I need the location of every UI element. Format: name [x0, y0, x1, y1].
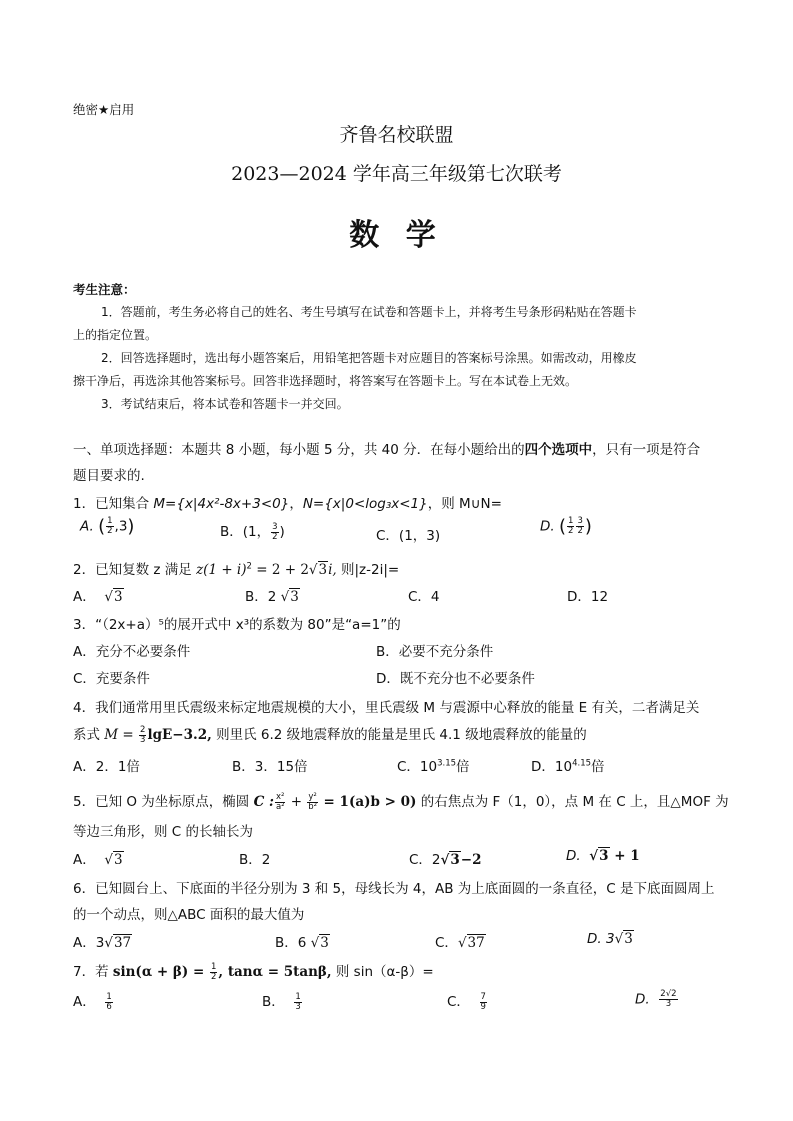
- q2-eq-sup: 2: [246, 561, 252, 572]
- q4-stem: 4．我们通常用里氏震级来标定地震规模的大小，里氏震级 M 与震源中心释放的能量 E 有关，二者满足关: [73, 700, 700, 716]
- q3-option-a: A．充分不必要条件: [73, 644, 191, 660]
- q4-stem-b2: 则里氏 6.2 级地震释放的能量是里氏 4.1 级地震释放的能量的: [211, 727, 587, 743]
- q6-a-label: A．3: [73, 935, 105, 951]
- subject-title: 数 学: [349, 218, 444, 253]
- q4-formula-b: lgE−3.2,: [147, 727, 212, 743]
- q6-d-label: D. 3: [587, 931, 615, 947]
- q4-option-c: [397, 755, 470, 775]
- q5-a-label: A．: [73, 852, 96, 868]
- q6-stem: 6．已知圆台上、下底面的半径分别为 3 和 5，母线长为 4，AB 为上底面圆的一条直径，C 是下底面圆周上: [73, 881, 715, 897]
- q3-stem: 3．“（2x+a）⁵的展开式中 x³的系数为 80”是“a=1”的: [73, 617, 401, 633]
- q7-b-den: 3: [295, 1001, 301, 1012]
- q5-option-d: D. √3 + 1: [566, 848, 640, 864]
- q4-option-b: B．3．15倍: [232, 759, 308, 775]
- q4-d-b: 倍: [591, 759, 605, 775]
- confidential-mark: 绝密★启用: [73, 102, 135, 117]
- q4-d-sup: 4.15: [572, 758, 592, 769]
- q5-c-label: C．2: [409, 852, 441, 868]
- q1-option-b: [220, 520, 285, 542]
- notice-item-1-cont: 上的指定位置。: [73, 328, 158, 342]
- q7-option-a: [73, 990, 114, 1012]
- q1-stem-a: 1．已知集合: [73, 496, 154, 512]
- notice-item-1: 1．答题前，考生务必将自己的姓名、考生号填写在试卷和答题卡上，并将考生号条形码粘贴在答题卡: [101, 305, 637, 319]
- q6-option-a: A．3√37: [73, 935, 132, 951]
- q2-option-c: C．4: [408, 589, 440, 605]
- section-heading-cont: 题目要求的.: [73, 468, 145, 484]
- notice-item-2: 2．回答选择题时，选出每小题答案后，用铅笔把答题卡对应题目的答案标号涂黑。如需改动，用橡皮: [101, 351, 637, 365]
- q7-a-num: 1: [106, 991, 112, 1002]
- q1-option-d: D. ( $\frac{1}{2}$ $\frac{3}{2}$ ): [540, 516, 592, 537]
- q7-tan: , tanα = 5tanβ,: [218, 964, 332, 980]
- q4-option-d: [531, 755, 605, 775]
- q5-d-root: 3: [599, 848, 609, 864]
- q2-stem-a: 2．已知复数 z 满足: [73, 562, 197, 578]
- q2-option-a: A． √3: [73, 589, 123, 605]
- q2-eq-root: 3: [318, 562, 328, 578]
- q6-option-c: C．√37: [435, 935, 485, 951]
- q6-b-root: 3: [320, 935, 329, 951]
- q2-b-root: 3: [290, 589, 299, 605]
- q5-option-c: C．2√3−2: [409, 852, 482, 868]
- section-heading-a: 一、单项选择题：本题共 8 小题，每小题 5 分，共 40 分．在每小题给出的: [73, 442, 525, 458]
- q4-stem-b1: 系式: [73, 727, 105, 743]
- q5-y-den: b²: [308, 801, 318, 812]
- q7-option-d: D. $\frac{2√2}{3}$: [635, 989, 677, 1009]
- q1-option-c: C．(1，3): [376, 528, 441, 544]
- q6-c-label: C．: [435, 935, 458, 951]
- q1-sep: ，: [289, 496, 303, 512]
- q5-d-tail: + 1: [609, 848, 640, 864]
- q1-b-num: 3: [272, 521, 278, 532]
- q4-option-a: A．2．1倍: [73, 759, 140, 775]
- q1-d-label: D.: [540, 518, 555, 535]
- q2-option-d: D．12: [567, 589, 609, 605]
- q2-eq-c: i,: [328, 562, 337, 578]
- q7-option-c: [447, 990, 488, 1012]
- q4-d-a: D．10: [531, 759, 573, 775]
- q2-a-label: A．: [73, 589, 96, 605]
- q1-a-label: A.: [80, 518, 94, 535]
- q5-c-tail: −2: [460, 852, 482, 868]
- alliance-name: 齐鲁名校联盟: [339, 124, 454, 146]
- q7-d-den: 3: [665, 999, 672, 1009]
- q4-formula-num: 2: [140, 724, 146, 735]
- q6-d-root: 3: [624, 931, 633, 947]
- q7-sin-den: 2: [211, 971, 217, 982]
- q5-y-num: y²: [308, 791, 317, 802]
- q1-stem: [73, 492, 502, 512]
- q3-option-c: C．充要条件: [73, 671, 150, 687]
- q7-c-den: 9: [480, 1001, 486, 1012]
- q7-stem-b: 则 sin（α-β）=: [331, 964, 434, 980]
- q4-stem-cont: [73, 723, 587, 745]
- q1-b-label: B．(1，: [220, 524, 271, 540]
- q5-x-den: a²: [275, 801, 285, 812]
- notice-title: 考生注意：: [73, 282, 136, 297]
- q5-eq-tail: = 1(a)b > 0): [318, 794, 417, 810]
- q1-d-num1: 1: [568, 516, 574, 526]
- q7-stem: [73, 960, 434, 982]
- q2-stem-b: 则|z-2i|=: [336, 562, 400, 578]
- q6-b-label: B．6: [275, 935, 307, 951]
- q1-set-m: M={x|4x²-8x+3<0}: [153, 496, 290, 512]
- q6-option-d: D. 3√3: [587, 931, 633, 947]
- notice-item-2-cont: 擦干净后，再选涂其他答案标号。回答非选择题时，将答案写在答题卡上。写在本试卷上无效。: [73, 374, 578, 388]
- q1-a-num: 1: [107, 516, 113, 526]
- q5-a-root: 3: [113, 852, 123, 868]
- q4-formula-a: M =: [104, 727, 139, 743]
- q5-plus: +: [286, 794, 307, 810]
- q6-option-b: B．6 √3: [275, 935, 329, 951]
- q7-d-num-root: 2: [671, 989, 677, 999]
- q7-d-label: D.: [635, 991, 650, 1008]
- q3-option-b: B．必要不充分条件: [376, 644, 494, 660]
- q7-c-num: 7: [480, 991, 486, 1002]
- exam-title: 2023—2024 学年高三年级第七次联考: [231, 163, 562, 185]
- q7-a-den: 6: [106, 1001, 112, 1012]
- q1-stem-b: ，则 M∪N=: [427, 496, 502, 512]
- q5-stem-a: 5．已知 O 为坐标原点，椭圆: [73, 794, 254, 810]
- q3-option-d: D．既不充分也不必要条件: [376, 671, 535, 687]
- q7-stem-a: 7．若: [73, 964, 113, 980]
- q2-option-b: B．2 √3: [245, 589, 299, 605]
- q1-b-den: 2: [272, 531, 278, 542]
- q5-x-num: x²: [276, 791, 285, 802]
- q5-option-a: A． √3: [73, 852, 123, 868]
- q7-d-num-a: 2: [660, 989, 666, 999]
- q4-c-b: 倍: [456, 759, 470, 775]
- section-heading: [73, 438, 700, 458]
- q1-d-den1: 2: [568, 526, 574, 536]
- notice-item-3: 3．考试结束后，将本试卷和答题卡一并交回。: [101, 397, 349, 411]
- q5-stem-cont: 等边三角形，则 C 的长轴长为: [73, 824, 254, 840]
- q1-set-n: N={x|0<log₃x<1}: [302, 496, 428, 512]
- q5-stem: [73, 790, 729, 812]
- section-heading-emph: 四个选项中: [524, 442, 593, 458]
- q4-formula-den: 3: [140, 734, 146, 745]
- q7-sin-num: 1: [211, 961, 217, 972]
- q5-d-label: D.: [566, 848, 581, 864]
- section-heading-c: ，只有一项是符合: [592, 442, 701, 458]
- q6-a-root: 37: [113, 935, 132, 951]
- q1-d-den2: 2: [577, 526, 583, 536]
- q1-a-den: 2: [107, 526, 113, 536]
- q1-option-a: A. ( $\frac{1}{2}$ ,3): [80, 516, 135, 537]
- q2-eq-b: = 2 + 2: [251, 562, 309, 578]
- q4-c-a: C．10: [397, 759, 438, 775]
- q6-c-root: 37: [467, 935, 485, 951]
- q2-a-root: 3: [113, 589, 123, 605]
- q1-b-tail: ): [279, 524, 285, 540]
- q2-eq-a: z(1 + i): [196, 562, 247, 578]
- q1-d-num2: 3: [577, 516, 583, 526]
- q5-option-b: B．2: [239, 852, 271, 868]
- q2-b-label: B．2: [245, 589, 277, 605]
- q7-b-label: B．: [262, 994, 285, 1010]
- q7-option-b: [262, 990, 303, 1012]
- q5-stem-b: 的右焦点为 F（1，0），点 M 在 C 上，且△MOF 为: [416, 794, 729, 810]
- q7-c-label: C．: [447, 994, 470, 1010]
- q7-sin-a: sin(α + β) =: [112, 964, 209, 980]
- q1-a-tail: ,3: [114, 518, 128, 535]
- q7-b-num: 1: [295, 991, 301, 1002]
- q4-c-sup: 3.15: [437, 758, 457, 769]
- q5-c-root: 3: [450, 852, 460, 868]
- q5-c-label: C :: [253, 794, 275, 810]
- q6-stem-cont: 的一个动点，则△ABC 面积的最大值为: [73, 907, 305, 923]
- q2-stem: 2．已知复数 z 满足 $z(1 + i)^2 = 2 + 2√3i$, 则|z-2i|=: [73, 561, 400, 578]
- q7-a-label: A．: [73, 994, 96, 1010]
